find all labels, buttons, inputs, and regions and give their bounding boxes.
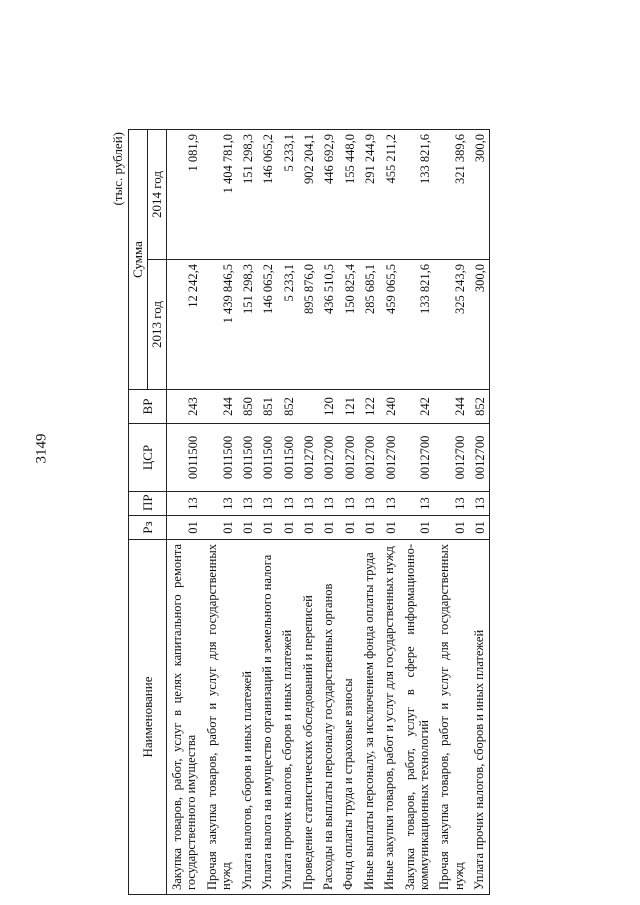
row-csr: 0012700	[434, 424, 469, 492]
row-name: Закупка товаров, работ, услуг в целях капитального ремонта государственного имущества	[167, 540, 202, 895]
row-name: Фонд оплаты труда и страховые взносы	[338, 540, 358, 895]
table-row	[298, 130, 318, 895]
row-vr: 244	[202, 390, 237, 424]
row-pr: 13	[379, 492, 399, 516]
row-amount-2013: 895 876,0	[298, 260, 318, 390]
table-row	[167, 130, 202, 895]
row-amount-2013: 436 510,5	[318, 260, 338, 390]
row-amount-2013: 150 825,4	[338, 260, 358, 390]
units-label: (тыс. рублей)	[110, 132, 125, 206]
row-vr: 850	[237, 390, 257, 424]
row-vr: 240	[379, 390, 399, 424]
row-pr: 13	[298, 492, 318, 516]
row-name: Уплата налога на имущество организаций и земельного налога	[257, 540, 277, 895]
row-amount-2014: 446 692,9	[318, 130, 338, 260]
row-amount-2013: 133 821,6	[400, 260, 435, 390]
row-vr: 243	[167, 390, 202, 424]
row-amount-2014: 155 448,0	[338, 130, 358, 260]
row-csr: 0011500	[202, 424, 237, 492]
row-name: Проведение статистических обследований и переписей	[298, 540, 318, 895]
row-name: Прочая закупка товаров, работ и услуг для государственных нужд	[202, 540, 237, 895]
row-rz: 01	[318, 516, 338, 540]
header-2014: 2014 год	[148, 130, 167, 260]
row-vr: 122	[359, 390, 379, 424]
row-amount-2014: 133 821,6	[400, 130, 435, 260]
row-amount-2013: 300,0	[469, 260, 490, 390]
row-amount-2014: 1 081,9	[167, 130, 202, 260]
row-pr: 13	[202, 492, 237, 516]
table-row	[469, 130, 490, 895]
row-pr: 13	[338, 492, 358, 516]
row-pr: 13	[469, 492, 490, 516]
header-2013: 2013 год	[148, 260, 167, 390]
page-number: 3149	[33, 433, 50, 464]
row-vr: 852	[277, 390, 297, 424]
row-amount-2013: 12 242,4	[167, 260, 202, 390]
row-vr: 242	[400, 390, 435, 424]
header-pr: ПР	[129, 492, 167, 516]
row-amount-2013: 1 439 846,5	[202, 260, 237, 390]
row-csr: 0011500	[167, 424, 202, 492]
table-header	[129, 130, 167, 895]
table-row	[277, 130, 297, 895]
table-row	[202, 130, 237, 895]
row-amount-2013: 146 065,2	[257, 260, 277, 390]
table-row	[257, 130, 277, 895]
table-row	[379, 130, 399, 895]
row-amount-2013: 285 685,1	[359, 260, 379, 390]
row-csr: 0011500	[257, 424, 277, 492]
row-amount-2013: 5 233,1	[277, 260, 297, 390]
header-rz: Рз	[129, 516, 167, 540]
row-csr: 0012700	[359, 424, 379, 492]
row-rz: 01	[237, 516, 257, 540]
budget-table	[128, 129, 490, 895]
row-vr: 121	[338, 390, 358, 424]
row-name: Уплата прочих налогов, сборов и иных платежей	[469, 540, 490, 895]
row-pr: 13	[400, 492, 435, 516]
table-row	[359, 130, 379, 895]
row-name: Закупка товаров, работ, услуг в сфере информационно-коммуникационных технологий	[400, 540, 435, 895]
row-rz: 01	[338, 516, 358, 540]
row-name: Иные выплаты персоналу, за исключением фонда оплаты труда	[359, 540, 379, 895]
row-name: Прочая закупка товаров, работ и услуг для государственных нужд	[434, 540, 469, 895]
row-amount-2014: 291 244,9	[359, 130, 379, 260]
row-rz: 01	[298, 516, 318, 540]
table-row	[434, 130, 469, 895]
row-amount-2014: 151 298,3	[237, 130, 257, 260]
row-amount-2014: 146 065,2	[257, 130, 277, 260]
row-csr: 0012700	[298, 424, 318, 492]
row-amount-2013: 325 243,9	[434, 260, 469, 390]
row-amount-2014: 902 204,1	[298, 130, 318, 260]
row-rz: 01	[257, 516, 277, 540]
row-pr: 13	[359, 492, 379, 516]
row-amount-2014: 455 211,2	[379, 130, 399, 260]
row-vr: 852	[469, 390, 490, 424]
row-amount-2014: 321 389,6	[434, 130, 469, 260]
row-csr: 0012700	[338, 424, 358, 492]
header-csr: ЦСР	[129, 424, 167, 492]
row-pr: 13	[257, 492, 277, 516]
row-amount-2013: 151 298,3	[237, 260, 257, 390]
table-row	[400, 130, 435, 895]
row-csr: 0011500	[237, 424, 257, 492]
row-pr: 13	[167, 492, 202, 516]
row-vr: 244	[434, 390, 469, 424]
table-row	[318, 130, 338, 895]
header-vr: ВР	[129, 390, 167, 424]
row-csr: 0012700	[400, 424, 435, 492]
table-row	[338, 130, 358, 895]
row-vr: 851	[257, 390, 277, 424]
row-rz: 01	[202, 516, 237, 540]
row-csr: 0012700	[379, 424, 399, 492]
row-pr: 13	[318, 492, 338, 516]
row-rz: 01	[379, 516, 399, 540]
row-amount-2014: 300,0	[469, 130, 490, 260]
row-rz: 01	[167, 516, 202, 540]
row-pr: 13	[237, 492, 257, 516]
row-amount-2013: 459 065,5	[379, 260, 399, 390]
row-vr: 120	[318, 390, 338, 424]
row-amount-2014: 5 233,1	[277, 130, 297, 260]
header-sum: Сумма	[129, 130, 148, 390]
row-rz: 01	[359, 516, 379, 540]
header-name: Наименование	[129, 540, 167, 895]
row-pr: 13	[434, 492, 469, 516]
row-name: Расходы на выплаты персоналу государственных органов	[318, 540, 338, 895]
row-csr: 0012700	[469, 424, 490, 492]
row-csr: 0011500	[277, 424, 297, 492]
row-name: Иные закупки товаров, работ и услуг для государственных нужд	[379, 540, 399, 895]
table-body	[167, 130, 490, 895]
row-vr	[298, 390, 318, 424]
table-row	[237, 130, 257, 895]
row-rz: 01	[434, 516, 469, 540]
row-rz: 01	[400, 516, 435, 540]
row-name: Уплата налогов, сборов и иных платежей	[237, 540, 257, 895]
row-rz: 01	[469, 516, 490, 540]
row-name: Уплата прочих налогов, сборов и иных платежей	[277, 540, 297, 895]
rotated-table-area	[110, 130, 620, 895]
row-amount-2014: 1 404 781,0	[202, 130, 237, 260]
row-csr: 0012700	[318, 424, 338, 492]
row-rz: 01	[277, 516, 297, 540]
row-pr: 13	[277, 492, 297, 516]
